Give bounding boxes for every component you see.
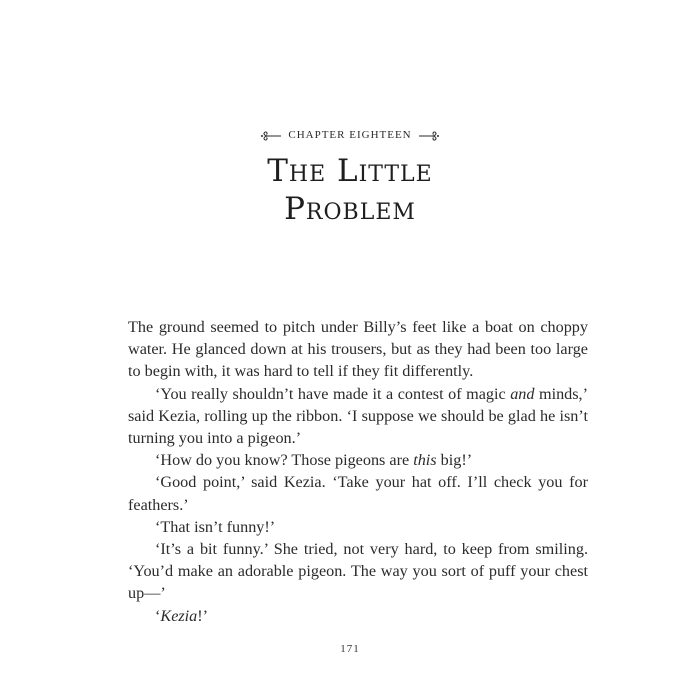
flourish-right-icon [418,129,440,141]
chapter-number: CHAPTER EIGHTEEN [288,129,412,141]
paragraph-3-part-b: big!’ [436,451,473,470]
paragraph-1: The ground seemed to pitch under Billy’s feet like a boat on choppy water. He glanced down at his trousers, but as they had been too large to begin with, it was hard to tell if they fit differently. [128,318,588,381]
paragraph-7-part-a: ‘ [155,606,161,625]
paragraph-7-part-b: !’ [197,606,209,625]
paragraph-4: ‘Good point,’ said Kezia. ‘Take your hat off. I’ll check you for feathers.’ [128,473,588,514]
chapter-title-line-1: The Little [267,153,433,189]
flourish-left-icon [260,129,282,141]
chapter-title [0,152,700,228]
paragraph-3-emphasis: this [413,451,437,470]
paragraph-6: ‘It’s a bit funny.’ She tried, not very hard, to keep from smiling. ‘You’d make an adorable pigeon. The way you sort of puff your chest up—’ [128,540,588,603]
paragraph-3-part-a: ‘How do you know? Those pigeons are [155,451,414,470]
paragraph-2 [128,383,588,450]
paragraph-3 [128,449,588,471]
chapter-title-line-2: Problem [284,191,416,227]
body-text [128,316,588,627]
paragraph-5: ‘That isn’t funny!’ [155,517,276,536]
paragraph-2-part-a: ‘You really shouldn’t have made it a contest of magic [155,384,511,403]
paragraph-7-emphasis: Kezia [160,606,198,625]
page-number: 171 [340,643,360,655]
paragraph-2-part-b: minds,’ said Kezia, rolling up the ribbon. ‘I suppose we should be glad he isn’t turning you into a pigeon.’ [128,384,588,448]
paragraph-7 [128,605,588,627]
paragraph-2-emphasis: and [510,384,535,403]
chapter-label [0,129,700,141]
